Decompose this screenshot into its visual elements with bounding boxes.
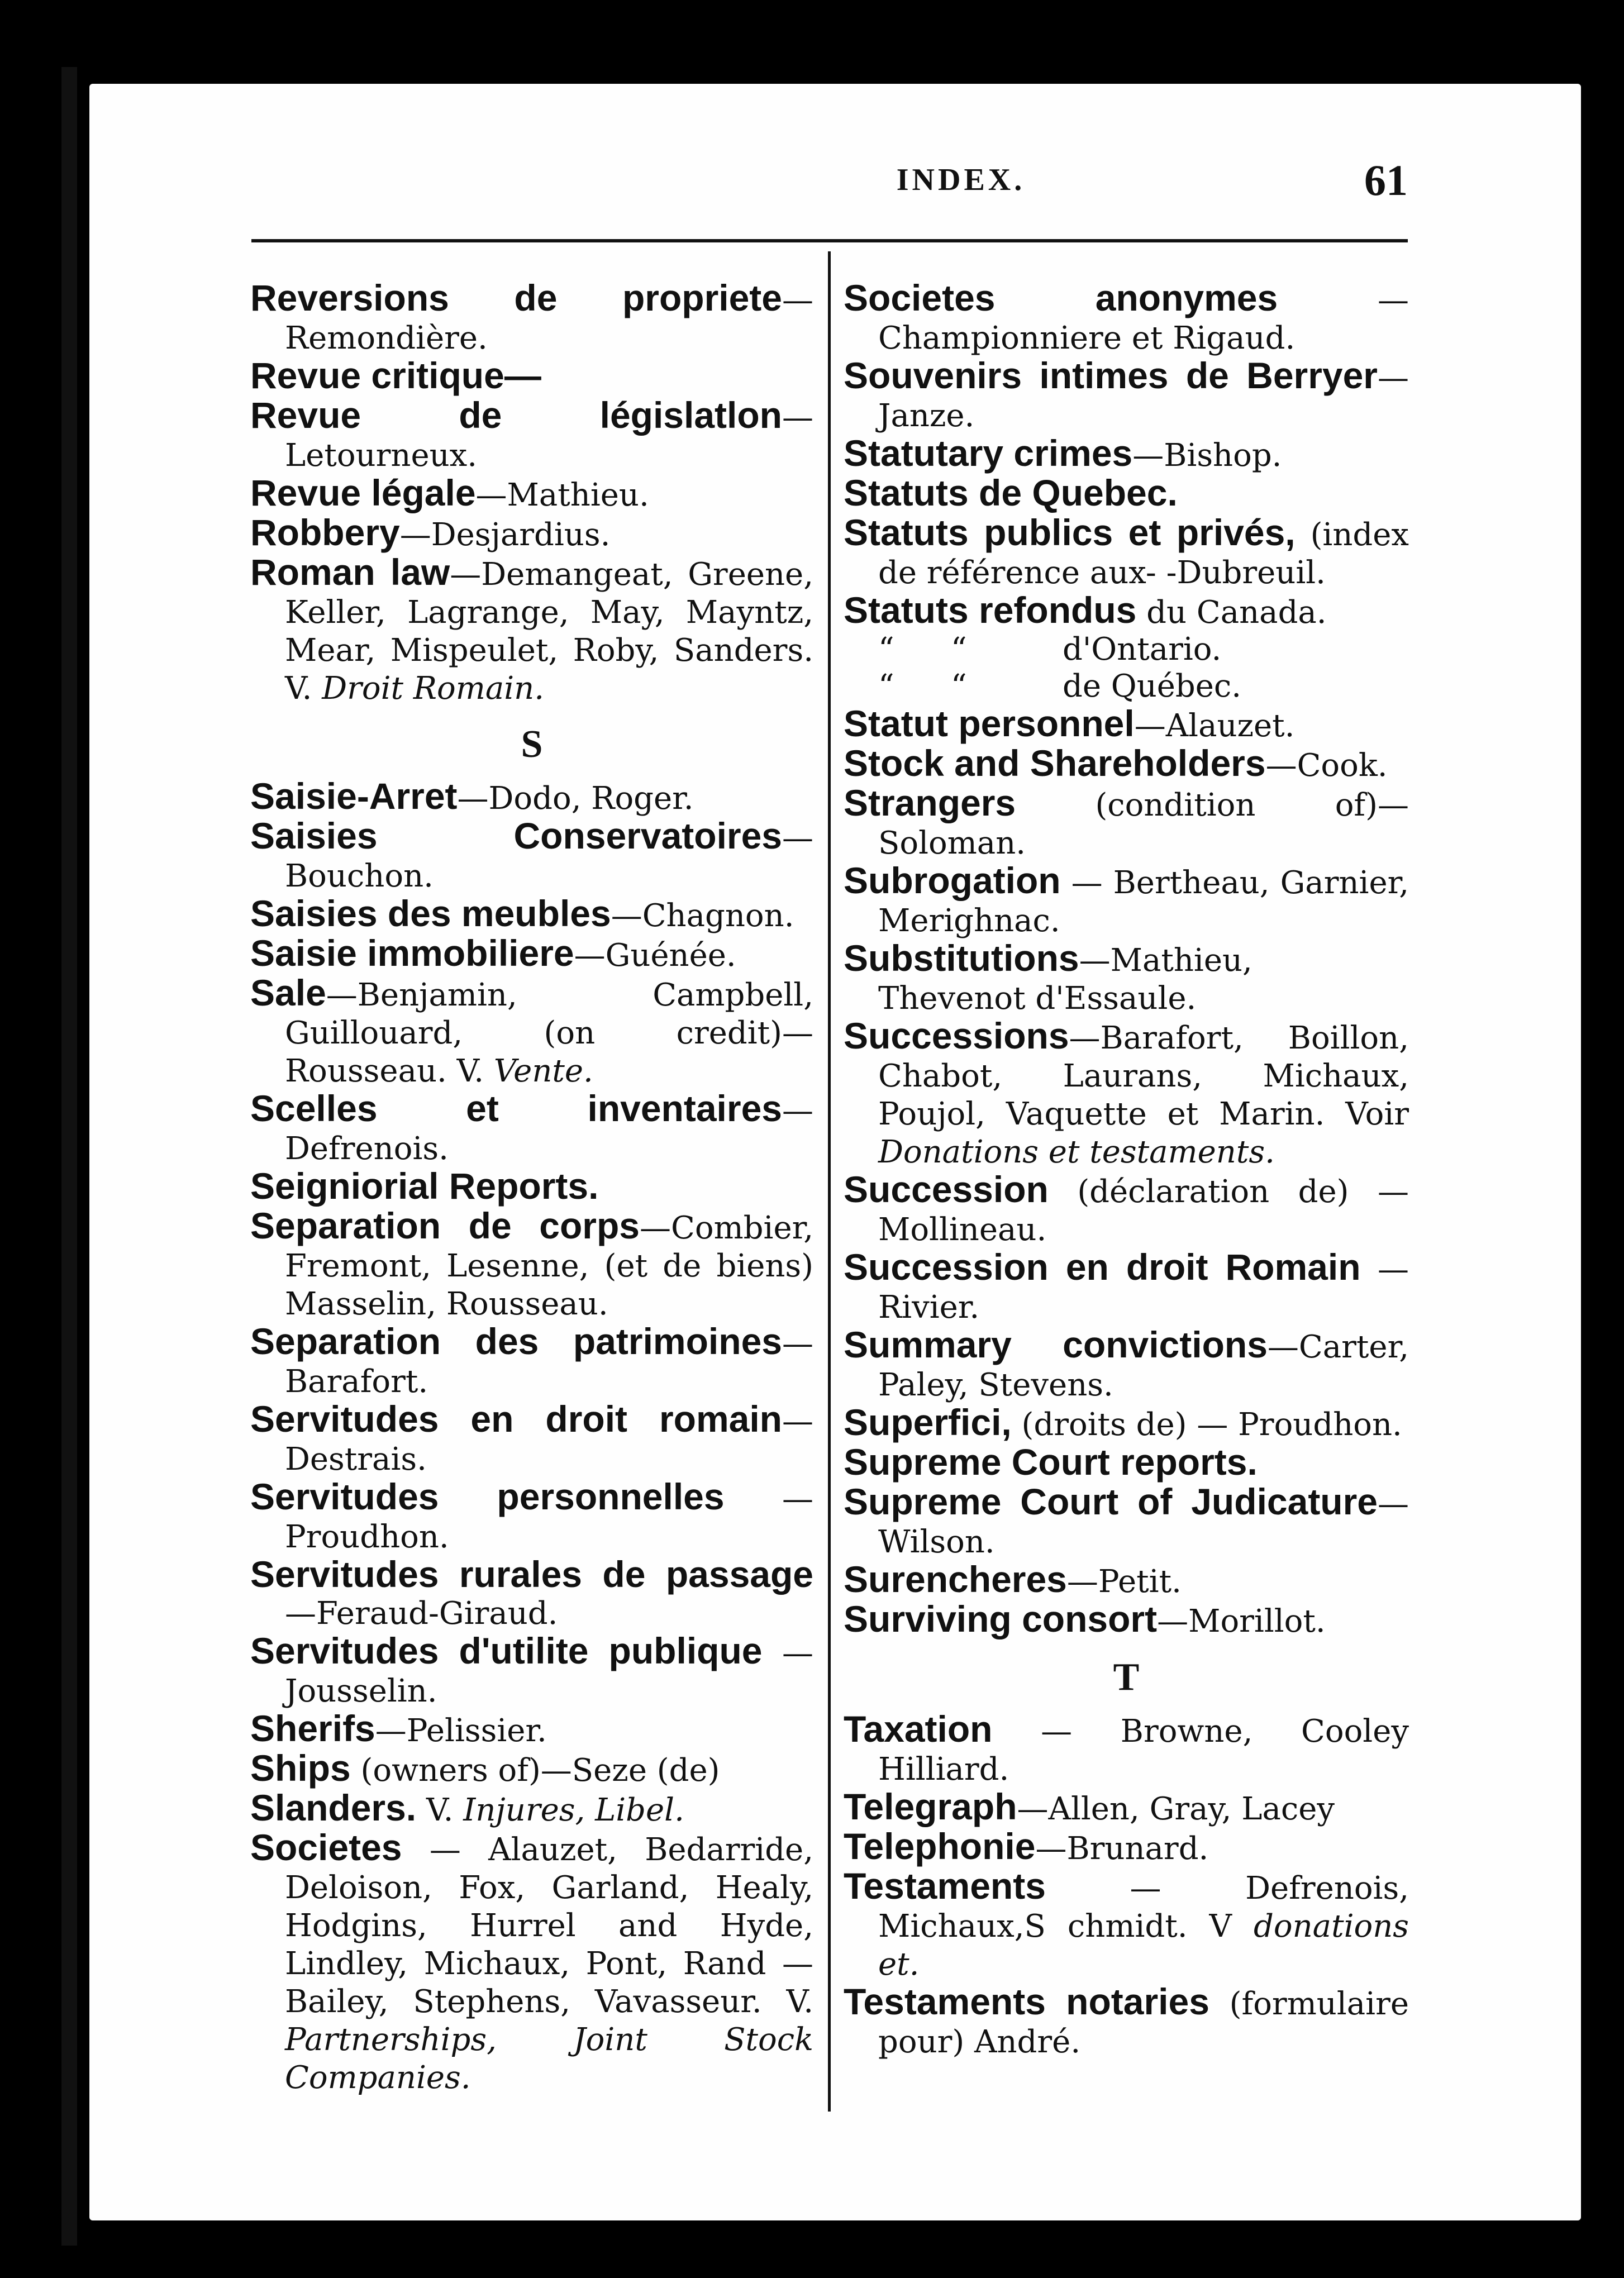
entry-authors: —Defrenois. [285, 1093, 813, 1167]
entry-authors: (index de référence aux- -Dubreuil. [878, 517, 1409, 591]
entry-authors: — Bertheau, Garnier, Merighnac. [878, 865, 1409, 939]
index-entry [844, 1710, 1409, 1788]
index-entry [250, 974, 813, 1090]
index-entry [250, 1789, 813, 1829]
entry-headword: Societes anonymes [844, 277, 1278, 318]
entry-headword: Succession en droit Romain [844, 1246, 1361, 1288]
index-entry [844, 1483, 1409, 1561]
index-entry [250, 357, 813, 397]
entry-authors: —Remondière. [285, 282, 813, 356]
entry-authors: (formulaire pour) André. [878, 1986, 1409, 2060]
entry-authors: du Canada. [1136, 594, 1327, 631]
entry-headword: Servitudes en droit romain [250, 1398, 782, 1440]
entry-headword: Statut personnel [844, 703, 1135, 744]
index-entry [844, 1404, 1409, 1443]
index-entry [844, 937, 1409, 1017]
entry-headword: Separation de corps [250, 1205, 640, 1246]
header-rule [251, 239, 1408, 242]
entry-headword: Seigniorial Reports. [250, 1165, 599, 1207]
entry-cross-reference: Droit Romain. [322, 670, 545, 707]
index-entry [844, 514, 1409, 592]
ditto-place: de Québec. [1063, 668, 1242, 704]
entry-headword: Slanders. [250, 1787, 417, 1828]
index-entry [844, 1828, 1409, 1867]
index-entry [250, 895, 813, 935]
entry-headword: Ships [250, 1747, 351, 1789]
entry-authors: —Cook. [1265, 747, 1388, 784]
entry-authors: (droits de) — Proudhon. [1011, 1407, 1402, 1443]
entry-authors: —Petit. [1066, 1564, 1182, 1600]
entry-headword: Revue de législatlon [250, 394, 782, 436]
entry-headword: Supreme Court of Judicature [844, 1481, 1378, 1522]
index-entry [250, 1632, 813, 1710]
ditto-mark: “ [878, 631, 894, 668]
entry-headword: Saisie-Arret [250, 775, 458, 817]
index-entry [250, 775, 813, 817]
entry-headword: Summary convictions [844, 1324, 1268, 1365]
entry-headword: Roman law [250, 551, 450, 593]
entry-headword: Statuts publics et privés, [844, 512, 1296, 553]
index-entry [250, 394, 813, 474]
entry-authors: — Defrenois, Michaux,S chmidt. V [878, 1870, 1409, 1945]
index-entry [844, 1788, 1409, 1828]
binding-edge [61, 67, 77, 2246]
index-entry [250, 474, 813, 514]
index-entry [844, 474, 1409, 514]
index-entry [844, 784, 1409, 862]
entry-headword: Successions [844, 1015, 1069, 1056]
entry-headword: Revue critique— [250, 355, 541, 396]
ditto-lines [844, 631, 1409, 705]
entry-cross-reference: Donations et testaments. [878, 1134, 1275, 1170]
index-entry [250, 932, 813, 974]
entry-headword: Testaments notaries [844, 1981, 1209, 2022]
ditto-mark: “ [951, 631, 967, 668]
entry-headword: Strangers [844, 782, 1016, 823]
entry-authors: —Barafort. [285, 1326, 813, 1400]
entry-headword: Stock and Shareholders [844, 742, 1266, 784]
entry-headword: Testaments [844, 1865, 1046, 1907]
entry-headword: Revue légale [250, 472, 476, 513]
entry-headword: Surviving consort [844, 1598, 1158, 1640]
index-entry [250, 1829, 813, 2096]
entry-authors: —Destrais. [285, 1403, 813, 1478]
entry-headword: Subrogation [844, 860, 1061, 901]
entry-headword: Servitudes personnelles [250, 1476, 725, 1517]
entry-headword: Robbery [250, 512, 400, 553]
entries-s [250, 775, 813, 2096]
entry-authors: —Brunard. [1035, 1831, 1209, 1867]
index-entry [250, 1747, 813, 1789]
entry-authors: —Barafort, Boillon, Chabot, Laurans, Michaux, Poujol, Vaquette et Marin. Voir [878, 1020, 1409, 1132]
entry-authors: —Demangeat, Greene, Keller, Lagrange, May, Mayntz, Mear, Mispeulet, Roby, Sanders. V. [285, 556, 813, 707]
index-entry [250, 1323, 813, 1400]
entry-headword: Substitutions [844, 937, 1079, 979]
ditto-mark: “ [878, 668, 894, 704]
index-entry [844, 357, 1409, 435]
running-head: INDEX. [896, 163, 1026, 197]
ditto-line [844, 631, 1409, 668]
page-number: 61 [1364, 156, 1408, 204]
entry-headword: Reversions de propriete [250, 277, 782, 318]
index-entry [844, 279, 1409, 357]
entry-authors: —Bouchon. [285, 820, 813, 894]
right-column [844, 279, 1409, 2061]
entry-authors: —Carter, Paley, Stevens. [878, 1329, 1409, 1403]
ditto-line [844, 668, 1409, 705]
index-entry [250, 1167, 813, 1207]
entry-authors: —Pelissier. [375, 1713, 547, 1749]
index-entry [250, 1710, 813, 1750]
entry-headword: Saisies Conservatoires [250, 815, 782, 856]
entry-headword: Scelles et inventaires [250, 1088, 782, 1129]
section-letter-s: S [521, 723, 543, 766]
entry-authors: —Alauzet. [1134, 708, 1295, 744]
entry-authors: —Bishop. [1132, 437, 1282, 474]
entry-headword: Statutary crimes [844, 432, 1133, 474]
section-letter-t: T [1113, 1656, 1140, 1699]
entry-headword: Superfici, [844, 1402, 1012, 1443]
index-entry [250, 1400, 813, 1478]
entry-authors: —Mathieu. [475, 477, 649, 513]
index-entry [844, 1561, 1409, 1600]
entry-headword: Supreme Court reports. [844, 1441, 1258, 1483]
index-entry [844, 862, 1409, 940]
entry-authors: — Alauzet, Bedarride, Deloison, Fox, Garland, Healy, Hodgins, Hurrel and Hyde, Lindley, Michaux, Pont, Rand —Bailey, Stephens, Vavasseur. V. [285, 1832, 813, 2020]
entry-headword: Sale [250, 972, 326, 1013]
entry-headword: Taxation [844, 1708, 993, 1750]
ditto-place: d'Ontario. [1063, 631, 1222, 668]
entry-authors: —Janze. [878, 360, 1409, 434]
entry-headword: Societes [250, 1827, 402, 1868]
entry-authors: —Jousselin. [285, 1635, 813, 1709]
index-entry [250, 817, 813, 895]
entry-headword: Telegraph [844, 1786, 1017, 1827]
entries-st-a [844, 279, 1409, 631]
index-entry [844, 589, 1409, 631]
entry-authors: (owners of)—Seze (de) [350, 1752, 720, 1789]
index-entry [844, 1867, 1409, 1983]
left-column [250, 279, 813, 2096]
entry-headword: Sherifs [250, 1708, 375, 1749]
entry-authors: (condition of)—Soloman. [878, 787, 1409, 861]
index-entry [844, 1017, 1409, 1171]
index-entry [250, 1478, 813, 1556]
index-entry [844, 1326, 1409, 1404]
ditto-mark: “ [951, 668, 967, 704]
index-entry [250, 1207, 813, 1323]
entry-authors: —Morillot. [1157, 1603, 1326, 1640]
index-entry [250, 514, 813, 554]
entry-headword: Servitudes rurales de passage [250, 1553, 813, 1595]
index-entry [844, 1983, 1409, 2061]
entry-authors: —Proudhon. [285, 1481, 813, 1555]
entry-cross-reference: Vente. [493, 1053, 593, 1089]
index-entry [844, 1171, 1409, 1248]
page-header [251, 156, 1408, 223]
index-entry [250, 1553, 813, 1632]
entries-st-b [844, 705, 1409, 1640]
entry-headword: Servitudes d'utilite publique [250, 1630, 763, 1671]
index-entry [844, 742, 1409, 784]
entry-authors: —Dodo, Roger. [457, 780, 694, 817]
entry-authors: —Wilson. [878, 1486, 1409, 1560]
entry-authors: — Championniere et Rigaud. [878, 282, 1409, 356]
entry-authors: V. [416, 1792, 464, 1828]
entry-authors: —Combier, Fremont, Lesenne, (et de biens) Masselin, Rousseau. [285, 1210, 813, 1322]
entry-authors: — Browne, Cooley Hilliard. [878, 1713, 1409, 1788]
index-entry [250, 1090, 813, 1167]
entries-r [250, 279, 813, 707]
entry-headword: Saisie immobiliere [250, 932, 574, 974]
entry-headword: Statuts refondus [844, 589, 1137, 631]
index-entry [250, 551, 813, 707]
entry-authors: —Guénée. [574, 937, 736, 974]
entry-cross-reference: Partnerships, Joint Stock Companies. [285, 2022, 813, 2096]
index-entry [844, 432, 1409, 474]
entries-t [844, 1710, 1409, 2061]
entry-headword: Separation des patrimoines [250, 1321, 782, 1362]
column-divider [828, 251, 831, 2112]
entry-headword: Saisies des meubles [250, 893, 611, 934]
entry-cross-reference: donations et. [878, 1908, 1409, 1982]
entry-headword: Telephonie [844, 1826, 1036, 1867]
entry-headword: Succession [844, 1169, 1049, 1210]
entry-authors: —Feraud-Giraud. [285, 1595, 558, 1632]
entry-authors: —Benjamin, Campbell, Guillouard, (on credit)—Rousseau. V. [285, 977, 813, 1089]
entry-headword: Surencheres [844, 1559, 1067, 1600]
entry-authors: —Rivier. [878, 1251, 1409, 1326]
index-entry [844, 1600, 1409, 1640]
index-entry [844, 1443, 1409, 1483]
entry-authors: —Mathieu, Thevenot d'Essaule. [878, 942, 1252, 1017]
entry-authors: (déclaration de) —Mollineau. [878, 1174, 1409, 1248]
entry-headword: Souvenirs intimes de Berryer [844, 355, 1378, 396]
entry-authors: —Letourneux. [285, 399, 813, 474]
index-entry [844, 1248, 1409, 1326]
entry-authors: —Desjardius. [399, 517, 611, 553]
index-entry [844, 705, 1409, 745]
entry-authors: —Chagnon. [611, 898, 794, 934]
index-entry [250, 279, 813, 357]
entry-headword: Statuts de Quebec. [844, 472, 1178, 513]
entry-cross-reference: Injures, Libel. [463, 1792, 684, 1828]
entry-authors: —Allen, Gray, Lacey [1017, 1791, 1335, 1827]
